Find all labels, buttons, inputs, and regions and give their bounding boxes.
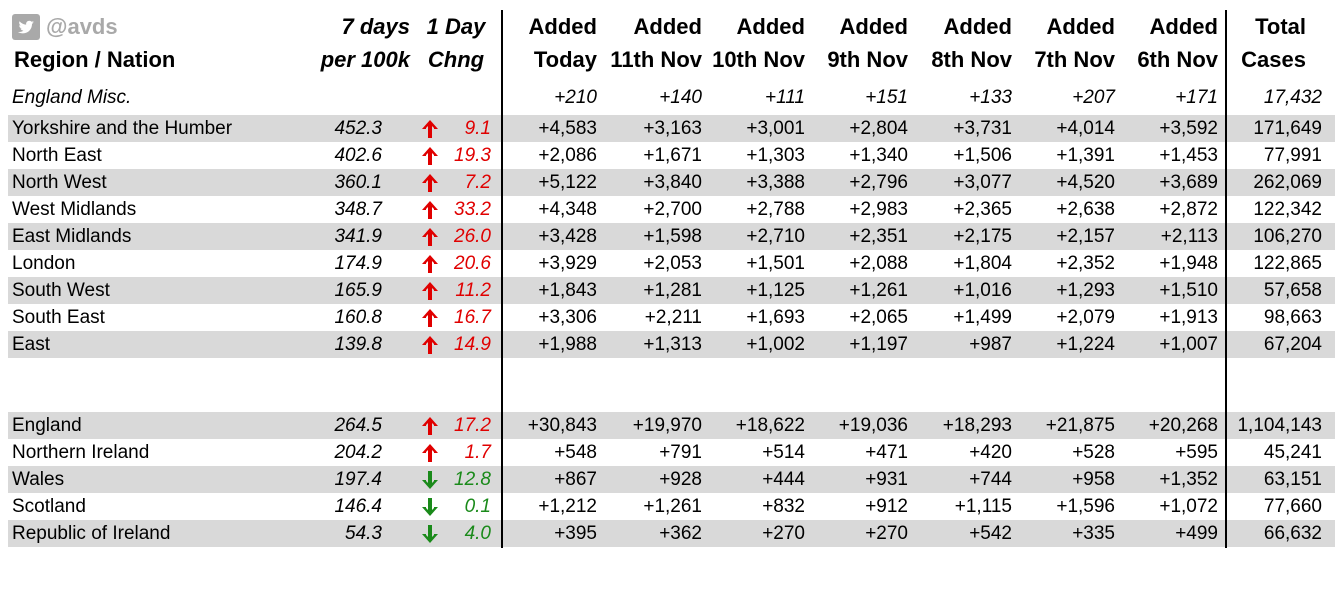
added-cell: +1,224 bbox=[1056, 334, 1115, 355]
total-cases: 106,270 bbox=[1253, 226, 1322, 247]
total-cases: 67,204 bbox=[1263, 334, 1322, 355]
rate-per-100k: 402.6 bbox=[334, 145, 382, 166]
added-cell: +19,970 bbox=[632, 415, 702, 436]
one-day-change: 9.1 bbox=[464, 118, 491, 139]
added-cell: +931 bbox=[865, 469, 908, 490]
added-cell: +1,913 bbox=[1159, 307, 1218, 328]
added-cell: +19,036 bbox=[838, 415, 908, 436]
total-cases: 45,241 bbox=[1263, 442, 1322, 463]
one-day-change: 20.6 bbox=[454, 253, 491, 274]
added-cell: +420 bbox=[969, 442, 1012, 463]
divider-left bbox=[501, 10, 503, 548]
added-cell: +1,212 bbox=[538, 496, 597, 517]
one-day-change: 0.1 bbox=[464, 496, 491, 517]
added-cell: +1,843 bbox=[538, 280, 597, 301]
total-cases: 77,991 bbox=[1263, 145, 1322, 166]
region-name: Scotland bbox=[12, 496, 86, 517]
header-added-0: Added Today bbox=[528, 14, 597, 72]
added-cell: +133 bbox=[969, 87, 1012, 108]
added-cell: +21,875 bbox=[1045, 415, 1115, 436]
total-cases: 63,151 bbox=[1263, 469, 1322, 490]
added-cell: +1,007 bbox=[1159, 334, 1218, 355]
added-cell: +3,163 bbox=[643, 118, 702, 139]
one-day-change: 11.2 bbox=[455, 280, 491, 301]
rate-per-100k: 54.3 bbox=[345, 523, 382, 544]
region-name: North West bbox=[12, 172, 107, 193]
one-day-change: 4.0 bbox=[464, 523, 491, 544]
added-cell: +1,598 bbox=[643, 226, 702, 247]
added-cell: +1,501 bbox=[746, 253, 805, 274]
added-cell: +2,796 bbox=[849, 172, 908, 193]
rate-per-100k: 146.4 bbox=[334, 496, 382, 517]
added-cell: +514 bbox=[762, 442, 805, 463]
added-cell: +3,388 bbox=[746, 172, 805, 193]
added-cell: +912 bbox=[865, 496, 908, 517]
table-row bbox=[8, 304, 1335, 331]
added-cell: +1,261 bbox=[849, 280, 908, 301]
total-cases: 17,432 bbox=[1263, 87, 1322, 108]
added-cell: +548 bbox=[554, 442, 597, 463]
added-cell: +4,014 bbox=[1056, 118, 1115, 139]
twitter-bird-icon bbox=[12, 14, 40, 40]
added-cell: +1,261 bbox=[643, 496, 702, 517]
header-added-2: Added 10th Nov bbox=[712, 14, 805, 72]
region-name: Yorkshire and the Humber bbox=[12, 118, 233, 139]
added-cell: +151 bbox=[865, 87, 908, 108]
added-cell: +832 bbox=[762, 496, 805, 517]
added-cell: +987 bbox=[969, 334, 1012, 355]
added-cell: +744 bbox=[969, 469, 1012, 490]
added-cell: +2,351 bbox=[849, 226, 908, 247]
total-cases: 98,663 bbox=[1263, 307, 1322, 328]
added-cell: +1,352 bbox=[1159, 469, 1218, 490]
added-cell: +2,983 bbox=[849, 199, 908, 220]
table-row bbox=[8, 250, 1335, 277]
added-cell: +471 bbox=[865, 442, 908, 463]
added-cell: +1,313 bbox=[643, 334, 702, 355]
header-added-6: Added 6th Nov bbox=[1137, 14, 1218, 72]
added-cell: +1,340 bbox=[849, 145, 908, 166]
region-name: South West bbox=[12, 280, 110, 301]
added-cell: +1,804 bbox=[953, 253, 1012, 274]
added-cell: +1,988 bbox=[538, 334, 597, 355]
added-cell: +4,583 bbox=[538, 118, 597, 139]
one-day-change: 12.8 bbox=[454, 469, 491, 490]
added-cell: +1,072 bbox=[1159, 496, 1218, 517]
added-cell: +207 bbox=[1072, 87, 1115, 108]
table-row bbox=[8, 439, 1335, 466]
added-cell: +1,115 bbox=[954, 496, 1012, 517]
added-cell: +3,077 bbox=[953, 172, 1012, 193]
added-cell: +1,506 bbox=[953, 145, 1012, 166]
added-cell: +3,840 bbox=[643, 172, 702, 193]
added-cell: +362 bbox=[659, 523, 702, 544]
rate-per-100k: 204.2 bbox=[334, 442, 382, 463]
added-cell: +270 bbox=[865, 523, 908, 544]
header-total: Total Cases bbox=[1241, 14, 1306, 72]
rate-per-100k: 160.8 bbox=[334, 307, 382, 328]
added-cell: +3,001 bbox=[746, 118, 805, 139]
added-cell: +1,693 bbox=[746, 307, 805, 328]
added-cell: +2,352 bbox=[1056, 253, 1115, 274]
rate-per-100k: 452.3 bbox=[334, 118, 382, 139]
region-name: England bbox=[12, 415, 82, 436]
table-row bbox=[8, 466, 1335, 493]
added-cell: +18,293 bbox=[942, 415, 1012, 436]
region-name: East Midlands bbox=[12, 226, 132, 247]
added-cell: +3,731 bbox=[953, 118, 1012, 139]
added-cell: +3,306 bbox=[538, 307, 597, 328]
added-cell: +867 bbox=[554, 469, 597, 490]
added-cell: +1,596 bbox=[1056, 496, 1115, 517]
one-day-change: 33.2 bbox=[454, 199, 491, 220]
added-cell: +1,510 bbox=[1159, 280, 1218, 301]
divider-right bbox=[1225, 10, 1227, 548]
rate-per-100k: 165.9 bbox=[334, 280, 382, 301]
added-cell: +595 bbox=[1175, 442, 1218, 463]
added-cell: +499 bbox=[1175, 523, 1218, 544]
header-added-3: Added 9th Nov bbox=[827, 14, 908, 72]
header-chng: 1 Day Chng bbox=[426, 14, 486, 72]
added-cell: +1,197 bbox=[849, 334, 908, 355]
region-name: South East bbox=[12, 307, 105, 328]
table-row bbox=[8, 331, 1335, 358]
added-cell: +1,002 bbox=[746, 334, 805, 355]
misc-row bbox=[8, 84, 1335, 111]
added-cell: +335 bbox=[1072, 523, 1115, 544]
rate-per-100k: 348.7 bbox=[334, 199, 382, 220]
rate-per-100k: 341.9 bbox=[334, 226, 382, 247]
table-row bbox=[8, 115, 1335, 142]
added-cell: +210 bbox=[554, 87, 597, 108]
added-cell: +2,175 bbox=[953, 226, 1012, 247]
added-cell: +2,113 bbox=[1160, 226, 1218, 247]
added-cell: +1,948 bbox=[1159, 253, 1218, 274]
added-cell: +1,016 bbox=[953, 280, 1012, 301]
rate-per-100k: 197.4 bbox=[334, 469, 382, 490]
table-row bbox=[8, 277, 1335, 304]
added-cell: +2,804 bbox=[849, 118, 908, 139]
total-cases: 262,069 bbox=[1253, 172, 1322, 193]
table-row bbox=[8, 223, 1335, 250]
table-row bbox=[8, 169, 1335, 196]
added-cell: +1,453 bbox=[1159, 145, 1218, 166]
header-region: Region / Nation bbox=[14, 47, 176, 72]
added-cell: +1,303 bbox=[746, 145, 805, 166]
total-cases: 171,649 bbox=[1253, 118, 1322, 139]
added-cell: +2,086 bbox=[538, 145, 597, 166]
one-day-change: 19.3 bbox=[454, 145, 491, 166]
added-cell: +2,872 bbox=[1159, 199, 1218, 220]
added-cell: +3,929 bbox=[538, 253, 597, 274]
one-day-change: 1.7 bbox=[464, 442, 491, 463]
table-row bbox=[8, 196, 1335, 223]
added-cell: +4,520 bbox=[1056, 172, 1115, 193]
twitter-handle-text: @avds bbox=[46, 14, 118, 39]
added-cell: +1,281 bbox=[643, 280, 702, 301]
one-day-change: 16.7 bbox=[454, 307, 491, 328]
added-cell: +542 bbox=[969, 523, 1012, 544]
region-name: East bbox=[12, 334, 51, 355]
total-cases: 57,658 bbox=[1263, 280, 1322, 301]
added-cell: +958 bbox=[1072, 469, 1115, 490]
added-cell: +2,065 bbox=[849, 307, 908, 328]
rate-per-100k: 139.8 bbox=[334, 334, 382, 355]
region-name: Wales bbox=[12, 469, 65, 490]
added-cell: +3,689 bbox=[1159, 172, 1218, 193]
added-cell: +20,268 bbox=[1148, 415, 1218, 436]
header-added-5: Added 7th Nov bbox=[1034, 14, 1115, 72]
region-name: West Midlands bbox=[12, 199, 137, 220]
added-cell: +1,125 bbox=[746, 280, 805, 301]
added-cell: +171 bbox=[1175, 87, 1218, 108]
total-cases: 122,342 bbox=[1253, 199, 1322, 220]
added-cell: +1,293 bbox=[1056, 280, 1115, 301]
one-day-change: 17.2 bbox=[454, 415, 491, 436]
region-name: Northern Ireland bbox=[12, 442, 150, 463]
total-cases: 66,632 bbox=[1263, 523, 1322, 544]
added-cell: +1,671 bbox=[643, 145, 702, 166]
added-cell: +2,788 bbox=[746, 199, 805, 220]
added-cell: +3,592 bbox=[1159, 118, 1218, 139]
added-cell: +2,638 bbox=[1056, 199, 1115, 220]
rate-per-100k: 174.9 bbox=[334, 253, 382, 274]
region-name: Republic of Ireland bbox=[12, 523, 171, 544]
one-day-change: 7.2 bbox=[464, 172, 491, 193]
added-cell: +18,622 bbox=[735, 415, 805, 436]
total-cases: 122,865 bbox=[1253, 253, 1322, 274]
twitter-handle bbox=[12, 12, 118, 42]
added-cell: +2,700 bbox=[643, 199, 702, 220]
header-added-1: Added 11th Nov bbox=[610, 14, 702, 72]
rate-per-100k: 264.5 bbox=[334, 415, 382, 436]
one-day-change: 26.0 bbox=[454, 226, 491, 247]
added-cell: +2,211 bbox=[644, 307, 702, 328]
one-day-change: 14.9 bbox=[454, 334, 491, 355]
added-cell: +2,079 bbox=[1056, 307, 1115, 328]
total-cases: 1,104,143 bbox=[1237, 415, 1322, 436]
added-cell: +30,843 bbox=[527, 415, 597, 436]
added-cell: +1,499 bbox=[953, 307, 1012, 328]
region-name: London bbox=[12, 253, 76, 274]
added-cell: +2,365 bbox=[953, 199, 1012, 220]
added-cell: +2,710 bbox=[746, 226, 805, 247]
added-cell: +2,088 bbox=[849, 253, 908, 274]
table-row bbox=[8, 520, 1335, 547]
region-name: England Misc. bbox=[12, 87, 132, 108]
region-name: North East bbox=[12, 145, 102, 166]
added-cell: +791 bbox=[659, 442, 702, 463]
added-cell: +4,348 bbox=[538, 199, 597, 220]
added-cell: +2,157 bbox=[1056, 226, 1115, 247]
added-cell: +928 bbox=[659, 469, 702, 490]
table-row bbox=[8, 412, 1335, 439]
header-added-4: Added 8th Nov bbox=[931, 14, 1012, 72]
added-cell: +528 bbox=[1072, 442, 1115, 463]
added-cell: +270 bbox=[762, 523, 805, 544]
added-cell: +140 bbox=[659, 87, 702, 108]
added-cell: +395 bbox=[554, 523, 597, 544]
added-cell: +1,391 bbox=[1056, 145, 1115, 166]
added-cell: +5,122 bbox=[538, 172, 597, 193]
added-cell: +2,053 bbox=[643, 253, 702, 274]
added-cell: +3,428 bbox=[538, 226, 597, 247]
rate-per-100k: 360.1 bbox=[334, 172, 382, 193]
table-row bbox=[8, 142, 1335, 169]
total-cases: 77,660 bbox=[1263, 496, 1322, 517]
added-cell: +444 bbox=[762, 469, 805, 490]
table-row bbox=[8, 493, 1335, 520]
added-cell: +111 bbox=[765, 87, 805, 108]
header-rate: 7 days per 100k bbox=[320, 14, 410, 72]
